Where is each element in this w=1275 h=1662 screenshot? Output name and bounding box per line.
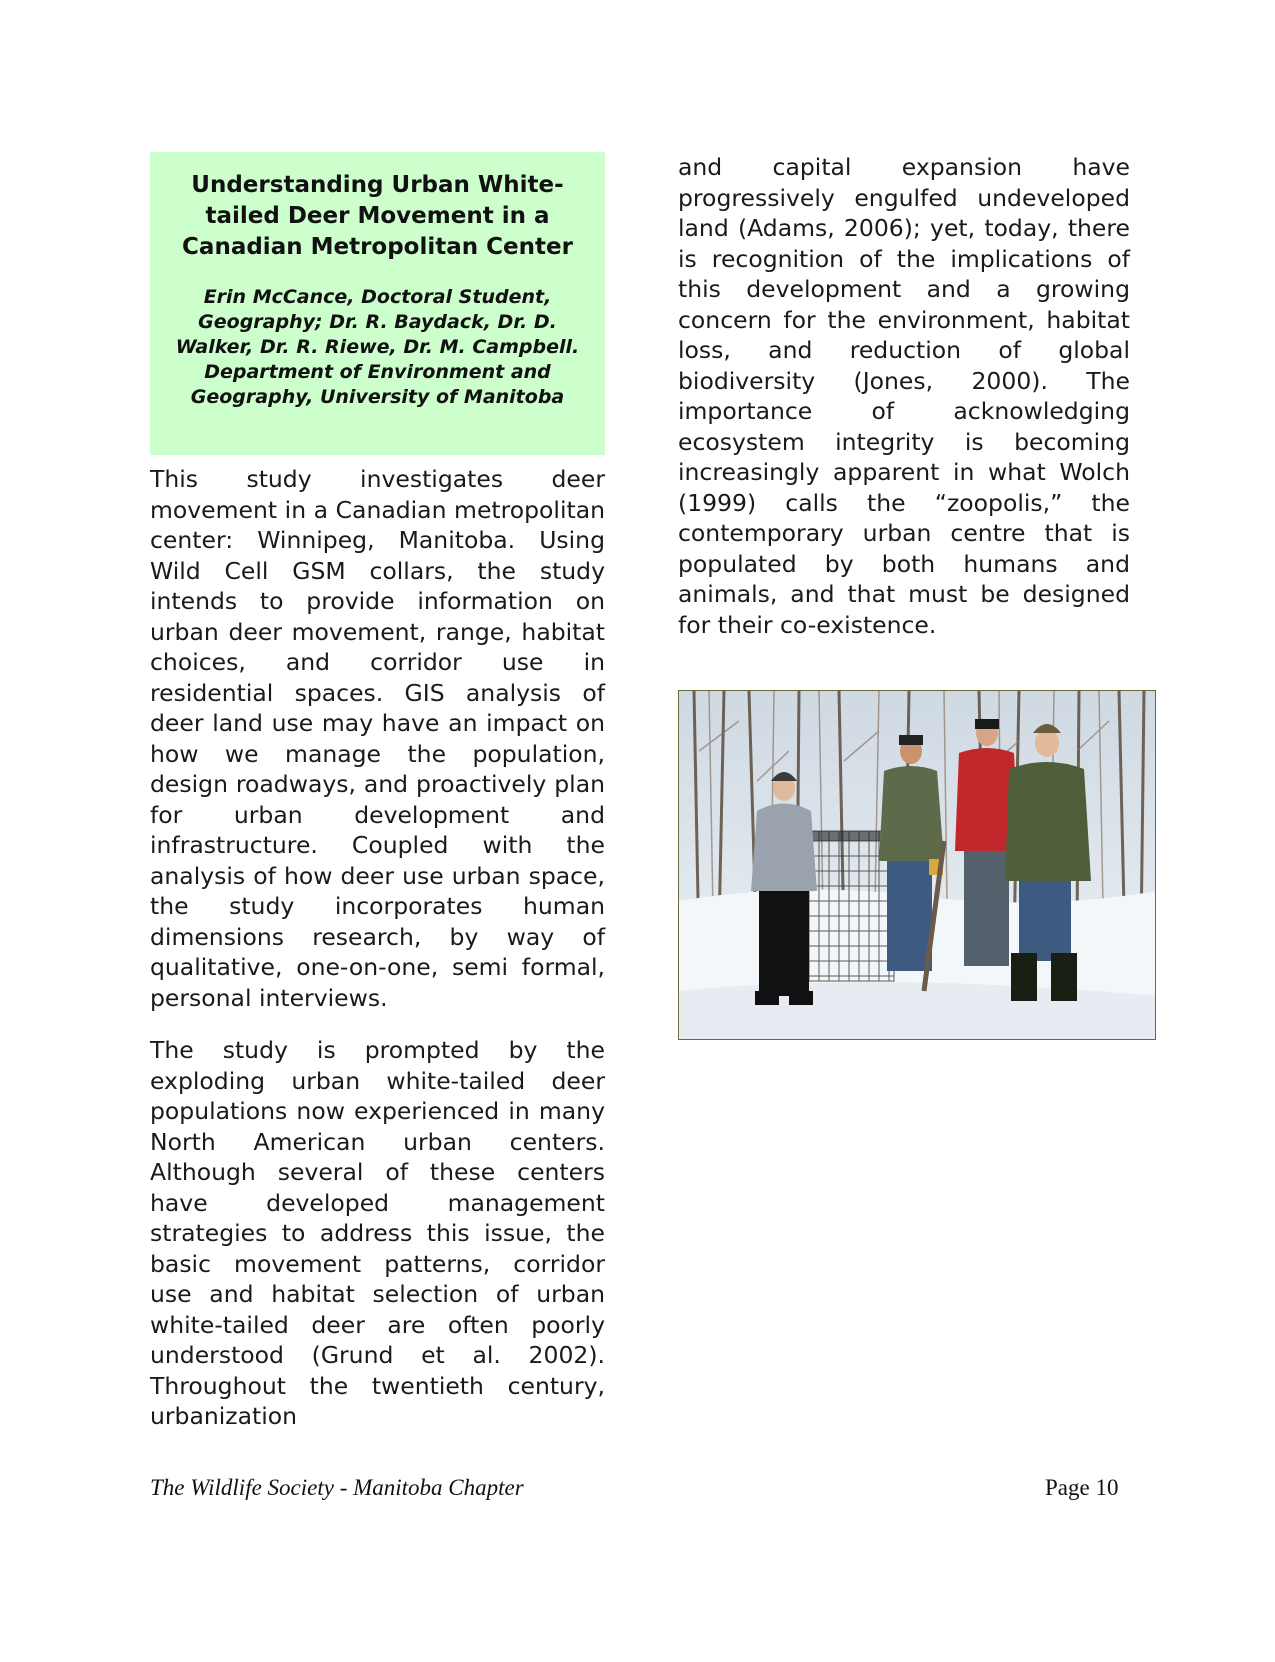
winter-forest-team-image bbox=[679, 691, 1156, 1040]
body-paragraph: The study is prompted by the exploding urban white-tailed deer populations now experienced in many North American urban centers. Although several of these centers have developed management strategies to address this issue, the basic movement patterns, corridor use and habitat selection of urban white-tailed deer are often poorly understood (Grund et al. 2002). Throughout the twentieth century, urbanization bbox=[150, 1036, 605, 1430]
field-research-photo bbox=[678, 690, 1156, 1040]
article-title-box bbox=[150, 152, 605, 455]
body-paragraph: and capital expansion have progressively engulfed undeveloped land (Adams, 2006); yet, today, there is recognition of the implications of this development and a growing concern for the environment, habitat loss, and reduction of global biodiversity (Jones, 2000). The importance of acknowledging ecosystem integrity is becoming increasingly apparent in what Wolch (1999) calls the “zoopolis,” the contemporary urban centre that is populated by both humans and animals, and that must be designed for their co-existence. bbox=[678, 153, 1130, 639]
publication-footer: The Wildlife Society - Manitoba Chapter bbox=[150, 1475, 524, 1500]
page-number: Page 10 bbox=[1045, 1475, 1119, 1500]
left-text-column bbox=[150, 464, 605, 1432]
department-affiliation: Department of Environment and Geography, University of Manitoba bbox=[190, 361, 565, 408]
author-credits bbox=[164, 285, 591, 410]
author-list: Erin McCance, Doctoral Student, Geography; Dr. R. Baydack, Dr. D. Walker, Dr. R. Riewe, Dr. M. Campbell. bbox=[175, 286, 580, 358]
article-title: Understanding Urban White-tailed Deer Movement in a Canadian Metropolitan Center bbox=[182, 172, 573, 260]
right-text-column bbox=[678, 152, 1130, 640]
body-paragraph: This study investigates deer movement in a Canadian metropolitan center: Winnipeg, Manitoba. Using Wild Cell GSM collars, the study intends to provide information on urban deer movement, range, habitat choices, and corridor use in residential spaces. GIS analysis of deer land use may have an impact on how we manage the population, design roadways, and proactively plan for urban development and infrastructure. Coupled with the analysis of how deer use urban space, the study incorporates human dimensions research, by way of qualitative, one-on-one, semi formal, personal interviews. bbox=[150, 465, 605, 1012]
